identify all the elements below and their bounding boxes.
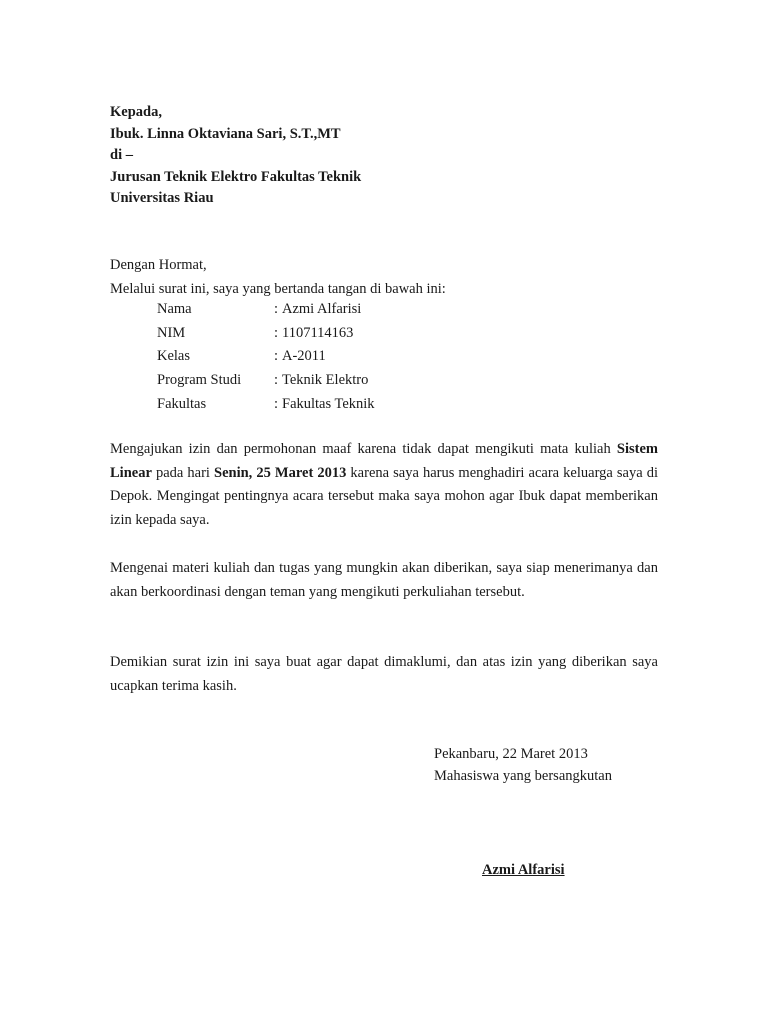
signer-role: Mahasiswa yang bersangkutan — [434, 767, 612, 784]
identity-label: Program Studi — [157, 372, 242, 389]
identity-value: 1107114163 — [282, 324, 354, 341]
paragraph-text: Mengajukan izin dan permohonan maaf karena tidak dapat mengikuti mata kuliah — [110, 441, 617, 457]
identity-separator: : — [274, 301, 279, 317]
absence-date: Senin, 25 Maret 2013 — [214, 464, 347, 481]
identity-table — [157, 298, 375, 417]
identity-row-kelas — [157, 345, 375, 369]
identity-separator: : — [274, 324, 279, 341]
identity-label: NIM — [157, 324, 186, 341]
identity-separator: : — [274, 348, 279, 365]
identity-separator: : — [274, 372, 279, 389]
recipient-block — [110, 102, 361, 210]
identity-row-fakultas — [157, 393, 375, 417]
course-name: Sistem Linear — [110, 441, 658, 481]
identity-value: Azmi Alfarisi — [282, 301, 362, 317]
recipient-department: Jurusan Teknik Elektro Fakultas Teknik — [110, 168, 362, 185]
recipient-university: Universitas Riau — [110, 190, 214, 206]
intro-line: Melalui surat ini, saya yang bertanda tangan di bawah ini: — [110, 281, 446, 297]
identity-value: Fakultas Teknik — [282, 395, 375, 412]
identity-label: Nama — [157, 301, 192, 317]
identity-label: Kelas — [157, 348, 191, 365]
paragraph-text: pada hari — [151, 464, 214, 481]
paragraph-text: karena saya harus menghadiri acara keluarga saya di Depok. Mengingat pentingnya acara tersebut maka saya mohon agar Ibuk dapat memberikan izin kepada saya. — [110, 464, 658, 528]
greeting-block — [110, 253, 658, 301]
identity-row-nama — [157, 298, 375, 322]
paragraph-request — [110, 438, 658, 532]
recipient-di: di – — [110, 147, 133, 163]
identity-row-program-studi — [157, 369, 375, 393]
identity-separator: : — [274, 395, 279, 412]
recipient-greeting: Kepada, — [110, 104, 162, 120]
recipient-name: Ibuk. Linna Oktaviana Sari, S.T.,MT — [110, 125, 341, 142]
identity-value: Teknik Elektro — [282, 372, 369, 389]
salutation: Dengan Hormat, — [110, 257, 207, 273]
paragraph-assignments: Mengenai materi kuliah dan tugas yang mungkin akan diberikan, saya siap menerimanya dan akan berkoordinasi dengan teman yang mengikuti perkuliahan tersebut. — [110, 560, 658, 600]
paragraph-closing: Demikian surat izin ini saya buat agar dapat dimaklumi, dan atas izin yang diberikan saya ucapkan terima kasih. — [110, 654, 658, 694]
signature-name: Azmi Alfarisi — [482, 862, 565, 878]
identity-value: A-2011 — [282, 348, 326, 365]
place-date: Pekanbaru, 22 Maret 2013 — [434, 746, 588, 762]
closing-block — [434, 744, 612, 787]
identity-label: Fakultas — [157, 395, 207, 412]
identity-row-nim — [157, 322, 375, 346]
